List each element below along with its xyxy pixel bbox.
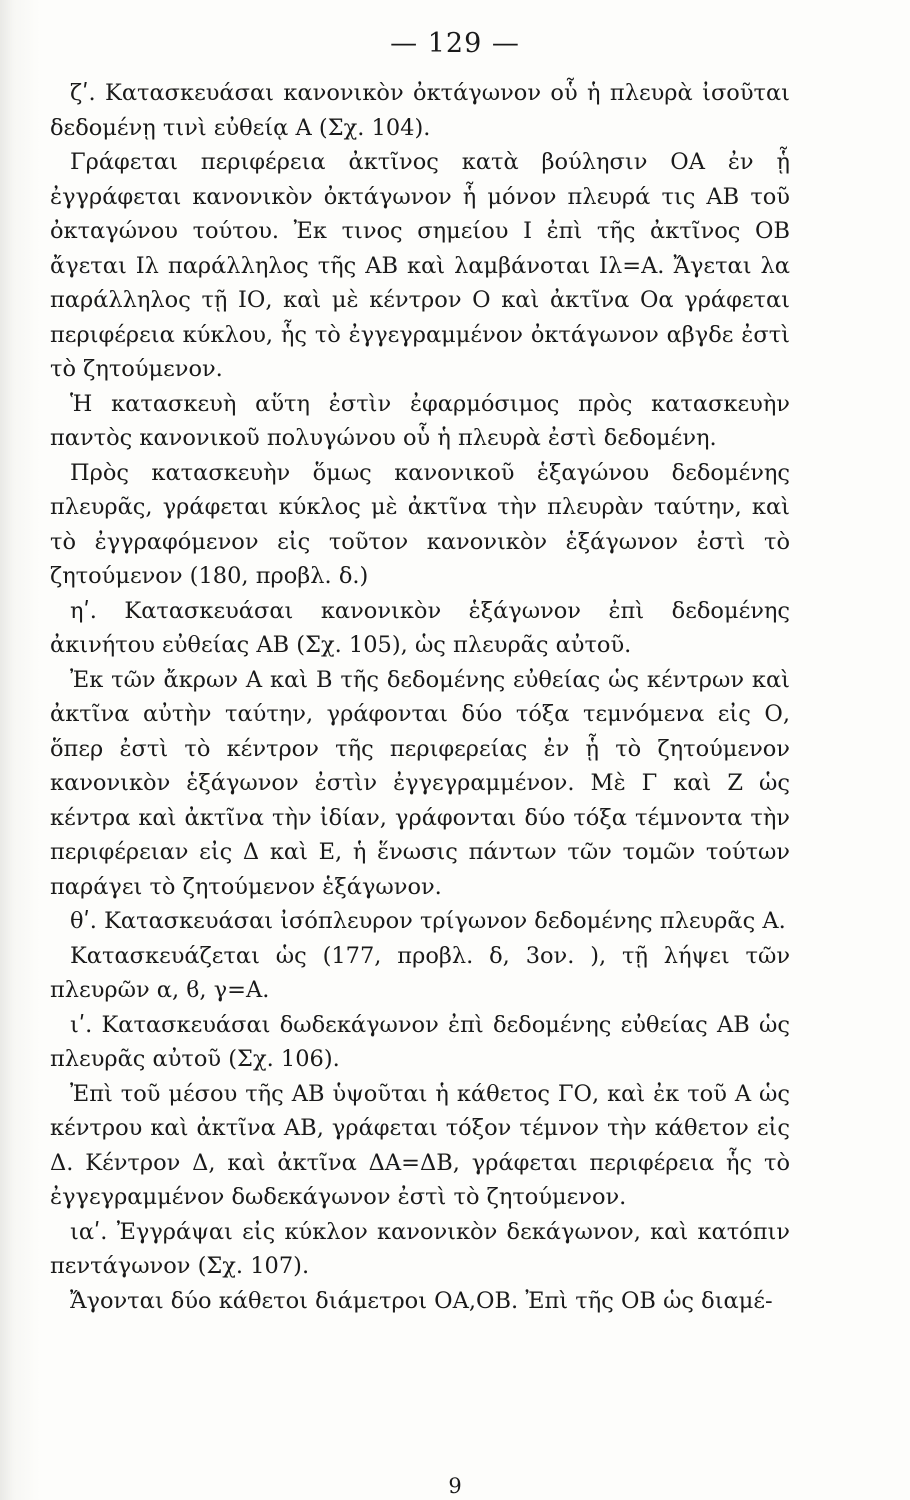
problem-8-statement: ηʹ. Κατασκευάσαι κανονικὸν ἑξάγωνον ἐπὶ δεδομένης ἀκινήτου εὐθείας ΑΒ (Σχ. 105), ὡς πλευρᾶς αὐτοῦ.: [50, 597, 790, 658]
problem-11-statement: ιαʹ. Ἐγγράψαι εἰς κύκλον κανονικὸν δεκάγωνον, καὶ κατόπιν πεντάγωνον (Σχ. 107).: [50, 1218, 790, 1279]
problem-11-solution-start: Ἄγονται δύο κάθετοι διάμετροι ΟΑ,ΟΒ. Ἐπὶ τῆς ΟΒ ὡς διαμέ-: [70, 1287, 773, 1314]
problem-8-solution: Ἐκ τῶν ἄκρων Α καὶ Β τῆς δεδομένης εὐθείας ὡς κέντρων καὶ ἀκτῖνα αὐτὴν ταύτην, γράφονται δύο τόξα τεμνόμενα εἰς Ο, ὅπερ ἐστὶ τὸ κέντρον τῆς περιφερείας ἐν ᾗ τὸ ζητούμενον κανονικὸν ἑξάγωνον ἐστὶν ἐγγεγραμμένον. Μὲ Γ καὶ Ζ ὡς κέντρα καὶ ἀκτῖνα τὴν ἰδίαν, γράφονται δύο τόξα τέμνοντα τὴν περιφέρειαν εἰς Δ καὶ Ε, ἡ ἕνωσις πάντων τῶν τομῶν τούτων παράγει τὸ ζητούμενον ἑξάγωνον.: [50, 666, 790, 900]
body-text: [50, 76, 790, 1318]
problem-9-solution: Κατασκευάζεται ὡς (177, προβλ. δ, 3ον. ), τῇ λήψει τῶν πλευρῶν α, ϐ, γ=Α.: [50, 942, 790, 1003]
problem-9-statement: θʹ. Κατασκευάσαι ἰσόπλευρον τρίγωνον δεδομένης πλευρᾶς Α.: [70, 908, 786, 934]
problem-7-solution: Γράφεται περιφέρεια ἀκτῖνος κατὰ βούλησιν ΟΑ ἐν ᾗ ἐγγράφεται κανονικὸν ὀκτάγωνον ἧ μόνον πλευρά τις ΑΒ τοῦ ὀκταγώνου τούτου. Ἐκ τινος σημείου Ι ἐπὶ τῆς ἀκτῖνος ΟΒ ἄγεται Ιλ παράλληλος τῆς ΑΒ καὶ λαμβάνοται Ιλ=Α. Ἄγεται λα παράλληλος τῇ ΙΟ, καὶ μὲ κέντρον Ο καὶ ἀκτῖνα Οα γράφεται περιφέρεια κύκλου, ἧς τὸ ἐγγεγραμμένον ὀκτάγωνον αβγδε ἐστὶ τὸ ζητούμενον.: [50, 149, 790, 382]
problem-7-statement: ζʹ. Κατασκευάσαι κανονικὸν ὀκτάγωνον οὗ ἡ πλευρὰ ἰσοῦται δεδομένῃ τινὶ εὐθείᾳ Α (Σχ. 104).: [50, 80, 790, 141]
problem-10-solution: Ἐπὶ τοῦ μέσου τῆς ΑΒ ὑψοῦται ἡ κάθετος ΓΟ, καὶ ἐκ τοῦ Α ὡς κέντρου καὶ ἀκτῖνα ΑΒ, γράφεται τόξον τέμνον τὴν κάθετον εἰς Δ. Κέντρον Δ, καὶ ἀκτῖνα ΔΑ=ΔΒ, γράφεται περιφέρεια ἧς τὸ ἐγγεγραμμένον δωδεκάγωνον ἐστὶ τὸ ζητούμενον.: [50, 1080, 790, 1210]
page-number: — 129 —: [390, 28, 520, 59]
signature-mark: 9: [448, 1474, 462, 1498]
problem-10-statement: ιʹ. Κατασκευάσαι δωδεκάγωνον ἐπὶ δεδομένης εὐθείας ΑΒ ὡς πλευρᾶς αὐτοῦ (Σχ. 106).: [50, 1011, 790, 1072]
hexagon-remark: Πρὸς κατασκευὴν ὅμως κανονικοῦ ἑξαγώνου δεδομένης πλευρᾶς, γράφεται κύκλος μὲ ἀκτῖνα τὴν πλευρὰν ταύτην, καὶ τὸ ἐγγραφόμενον εἰς τοῦτον κανονικὸν ἑξάγωνον ἐστὶ τὸ ζητούμενον (180, προβλ. δ.): [50, 459, 790, 589]
general-remark: Ἡ κατασκευὴ αὕτη ἐστὶν ἐφαρμόσιμος πρὸς κατασκευὴν παντὸς κανονικοῦ πολυγώνου οὗ ἡ πλευρὰ ἐστὶ δεδομένη.: [50, 390, 790, 451]
